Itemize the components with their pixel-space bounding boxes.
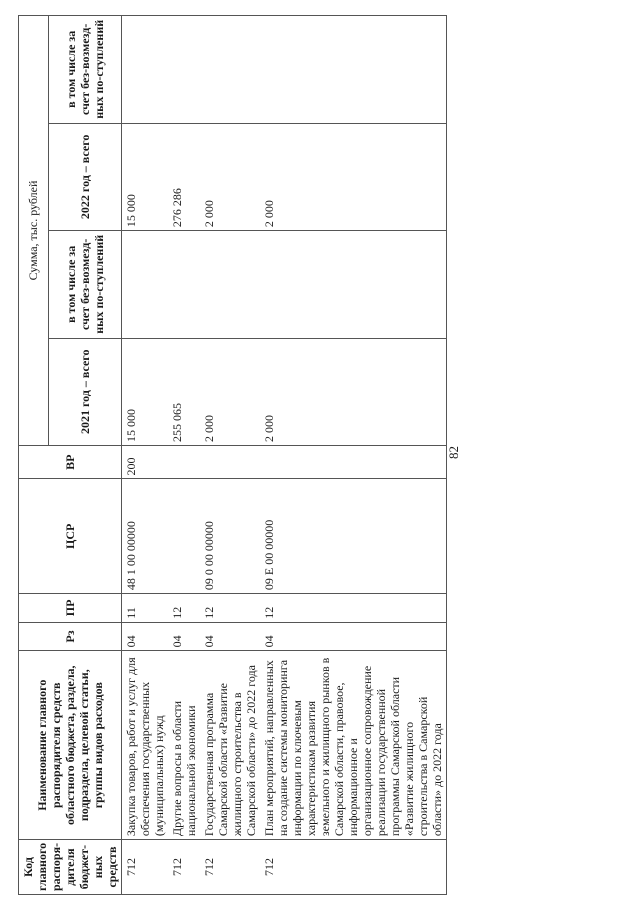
row-name: План мероприятий, направленных на создание системы мониторинга информации по ключевым характеристикам развития земельного и жилищного рынков в Самарской области, правовое, информационное и организационное сопровождение реализации государственной программы Самарской области «Развитие жилищного строительства в Самарской области» до 2022 года	[260, 651, 447, 840]
row-vr	[200, 446, 260, 479]
row-2022-incl	[260, 16, 447, 124]
row-2022-incl	[168, 16, 200, 124]
row-pr: 12	[260, 594, 447, 623]
row-pr: 12	[200, 594, 260, 623]
header-2021-incl: в том числе за счет без-возмезд-ных по-ступлений	[48, 231, 121, 338]
header-sum-group: Сумма, тыс. рублей	[19, 16, 49, 446]
row-csr: 09 0 00 00000	[200, 479, 260, 594]
header-pr: ПР	[19, 594, 122, 623]
header-vr: ВР	[19, 446, 122, 479]
header-2022-total: 2022 год – всего	[48, 123, 121, 230]
row-rz: 04	[122, 622, 169, 651]
page-number: 82	[446, 446, 461, 459]
header-code: Код главного распоря-дителя бюджет-ных средств	[19, 840, 122, 895]
row-2021-incl	[168, 231, 200, 338]
row-code: 712	[260, 840, 447, 895]
budget-table	[18, 15, 447, 895]
row-csr: 48 1 00 00000	[122, 479, 169, 594]
row-2021-total: 2 000	[260, 338, 447, 445]
row-csr	[168, 479, 200, 594]
header-2021-total: 2021 год – всего	[48, 338, 121, 445]
row-rz: 04	[168, 622, 200, 651]
row-rz: 04	[200, 622, 260, 651]
row-2021-incl	[122, 231, 169, 338]
row-2022-incl	[122, 16, 169, 124]
row-code: 712	[122, 840, 169, 895]
row-2021-incl	[260, 231, 447, 338]
row-vr: 200	[122, 446, 169, 479]
row-2021-incl	[200, 231, 260, 338]
row-2022-total: 276 286	[168, 123, 200, 230]
row-code: 712	[200, 840, 260, 895]
row-2022-incl	[200, 16, 260, 124]
row-2022-total: 2 000	[260, 123, 447, 230]
header-rz: Рз	[19, 622, 122, 651]
row-name: Другие вопросы в области национальной экономики	[168, 651, 200, 840]
row-vr	[260, 446, 447, 479]
table-row	[200, 16, 260, 895]
header-csr: ЦСР	[19, 479, 122, 594]
row-2022-total: 2 000	[200, 123, 260, 230]
row-2021-total: 255 065	[168, 338, 200, 445]
row-csr: 09 Е 00 00000	[260, 479, 447, 594]
row-name: Государственная программа Самарской области «Развитие жилищного строительства в Самарской области» до 2022 года	[200, 651, 260, 840]
row-rz: 04	[260, 622, 447, 651]
row-2022-total: 15 000	[122, 123, 169, 230]
row-pr: 12	[168, 594, 200, 623]
row-vr	[168, 446, 200, 479]
row-2021-total: 2 000	[200, 338, 260, 445]
header-name: Наименование главного распорядителя средств областного бюджета, раздела, подраздела, целевой статьи, группы видов расходов	[19, 651, 122, 840]
header-2022-incl: в том числе за счет без-возмезд-ных по-ступлений	[48, 16, 121, 124]
row-code: 712	[168, 840, 200, 895]
table-row	[260, 16, 447, 895]
table-row	[122, 16, 169, 895]
row-pr: 11	[122, 594, 169, 623]
row-name: Закупка товаров, работ и услуг для обеспечения государственных (муниципальных) нужд	[122, 651, 169, 840]
table-row	[168, 16, 200, 895]
row-2021-total: 15 000	[122, 338, 169, 445]
